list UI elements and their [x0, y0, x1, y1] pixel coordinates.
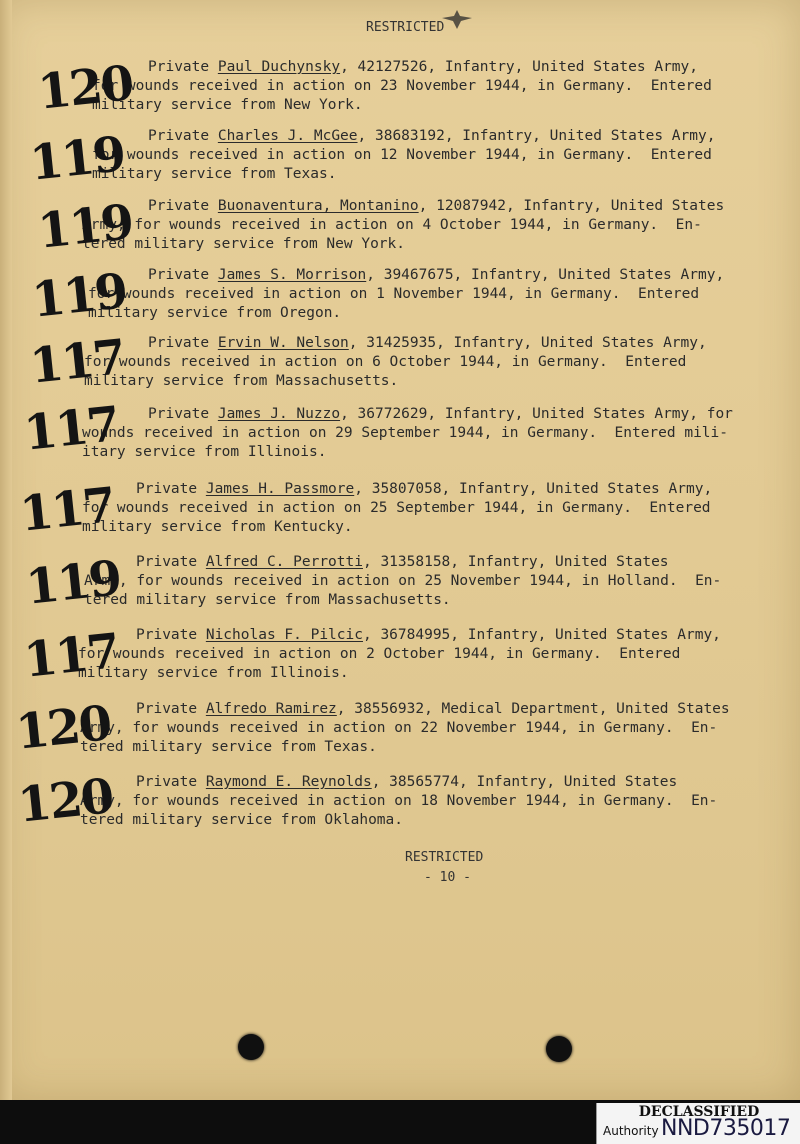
- citation-line: Private Ervin W. Nelson, 31425935, Infantry, United States Army,: [148, 335, 707, 351]
- handwritten-tally: 117: [21, 396, 121, 462]
- citation-line: military service from Oregon.: [88, 305, 342, 321]
- citation-line: tered military service from Oklahoma.: [80, 812, 404, 828]
- stamp-title: DECLASSIFIED: [638, 1104, 760, 1120]
- citation-line: Army, for wounds received in action on 18 November 1944, in Germany. En-: [80, 793, 718, 809]
- handwritten-tally: 119: [23, 550, 123, 616]
- soldier-name: James S. Morrison: [217, 267, 367, 283]
- citation-line: for wounds received in action on 12 November 1944, in Germany. Entered: [92, 147, 712, 163]
- page-number: - 10 -: [424, 870, 471, 885]
- citation-line: military service from Texas.: [92, 166, 337, 182]
- citation-line: Private Nicholas F. Pilcic, 36784995, Infantry, United States Army,: [136, 627, 721, 643]
- handwritten-tally: 120: [13, 695, 113, 761]
- citation-line: Private Raymond E. Reynolds, 38565774, Infantry, United States: [136, 774, 678, 790]
- soldier-name: Buonaventura, Montanino: [217, 198, 419, 214]
- handwritten-tally: 120: [15, 768, 115, 834]
- citation-line: wounds received in action on 29 September 1944, in Germany. Entered mili-: [82, 425, 729, 441]
- soldier-name: Alfred C. Perrotti: [205, 554, 363, 570]
- citation-line: military service from Illinois.: [78, 665, 349, 681]
- handwritten-tally: 119: [35, 194, 135, 260]
- soldier-name: Raymond E. Reynolds: [205, 774, 372, 790]
- citation-line: military service from New York.: [92, 97, 363, 113]
- handwritten-tally: 120: [35, 55, 135, 121]
- handwritten-tally: 119: [29, 263, 129, 329]
- header-classification: RESTRICTED: [366, 20, 445, 35]
- citation-line: for wounds received in action on 23 November 1944, in Germany. Entered: [92, 78, 712, 94]
- footer-classification: RESTRICTED: [405, 850, 484, 865]
- citation-line: Private Buonaventura, Montanino, 12087942, Infantry, United States: [148, 198, 725, 214]
- handwritten-tally: 117: [27, 329, 127, 395]
- soldier-name: James H. Passmore: [205, 481, 355, 497]
- citation-line: Private Alfredo Ramirez, 38556932, Medical Department, United States: [136, 701, 730, 717]
- citation-line: Army, for wounds received in action on 25 November 1944, in Holland. En-: [84, 573, 722, 589]
- soldier-name: Alfredo Ramirez: [205, 701, 337, 717]
- citation-line: tered military service from Texas.: [80, 739, 377, 755]
- soldier-name: Charles J. McGee: [217, 128, 358, 144]
- stamp-authority-number: NND735017: [661, 1116, 791, 1141]
- citation-line: Private James H. Passmore, 35807058, Infantry, United States Army,: [136, 481, 713, 497]
- citation-line: for wounds received in action on 2 October 1944, in Germany. Entered: [78, 646, 681, 662]
- citation-line: Private Charles J. McGee, 38683192, Infantry, United States Army,: [148, 128, 716, 144]
- soldier-name: Ervin W. Nelson: [217, 335, 349, 351]
- stamp-authority-label: Authority: [603, 1124, 659, 1138]
- soldier-name: James J. Nuzzo: [217, 406, 341, 422]
- declassification-stamp: [596, 1103, 800, 1144]
- citation-line: Private James S. Morrison, 39467675, Infantry, United States Army,: [148, 267, 725, 283]
- handwritten-tally: 119: [27, 126, 127, 192]
- citation-line: tered military service from New York.: [82, 236, 406, 252]
- handwritten-tally: 117: [21, 623, 121, 689]
- punch-hole: [546, 1036, 572, 1062]
- citation-line: Private Paul Duchynsky, 42127526, Infantry, United States Army,: [148, 59, 698, 75]
- citation-line: military service from Massachusetts.: [84, 373, 399, 389]
- soldier-name: Paul Duchynsky: [217, 59, 341, 75]
- punch-hole: [238, 1034, 264, 1060]
- citation-line: Private James J. Nuzzo, 36772629, Infantry, United States Army, for: [148, 406, 733, 422]
- citation-line: itary service from Illinois.: [82, 444, 327, 460]
- citation-line: Army, for wounds received in action on 4 October 1944, in Germany. En-: [82, 217, 702, 233]
- citation-line: Private Alfred C. Perrotti, 31358158, Infantry, United States: [136, 554, 669, 570]
- eagle-seal-icon: [440, 8, 474, 30]
- soldier-name: Nicholas F. Pilcic: [205, 627, 363, 643]
- citation-line: for wounds received in action on 6 October 1944, in Germany. Entered: [84, 354, 687, 370]
- citation-line: military service from Kentucky.: [82, 519, 353, 535]
- citation-line: tered military service from Massachusetts.: [84, 592, 451, 608]
- citation-line: for wounds received in action on 25 September 1944, in Germany. Entered: [82, 500, 711, 516]
- citation-line: Army, for wounds received in action on 22 November 1944, in Germany. En-: [80, 720, 718, 736]
- handwritten-tally: 117: [17, 477, 117, 543]
- citation-line: for wounds received in action on 1 November 1944, in Germany. Entered: [88, 286, 700, 302]
- page-binding-edge: [0, 0, 12, 1100]
